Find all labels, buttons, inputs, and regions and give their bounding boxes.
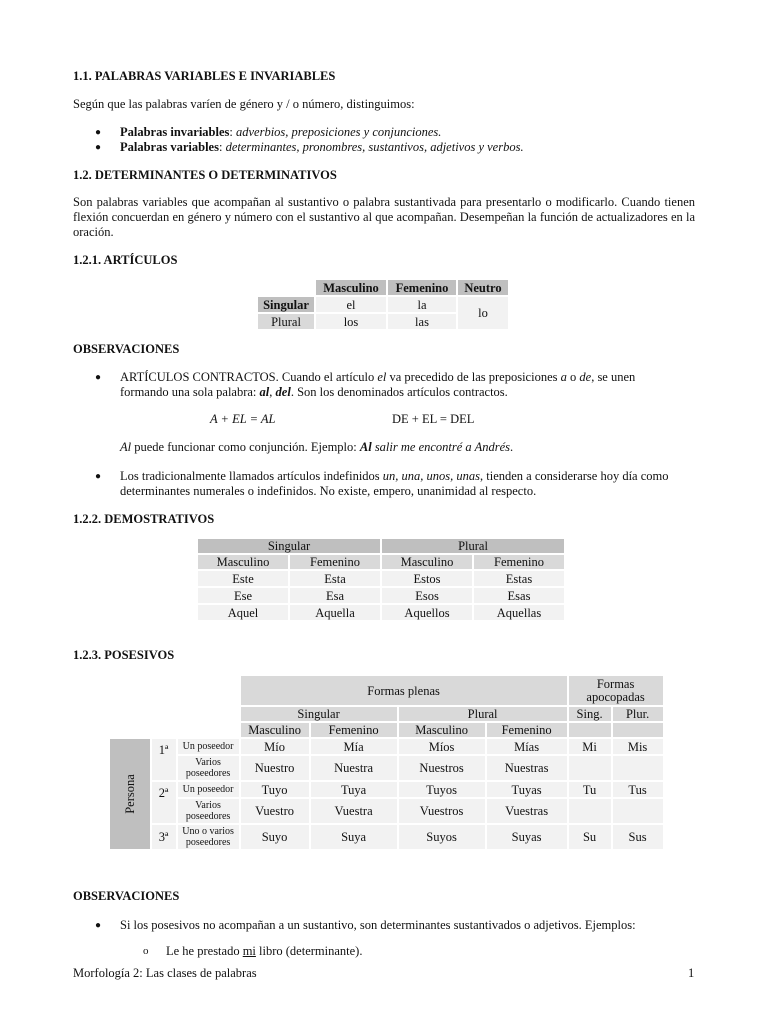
col-header: Femenino — [474, 555, 564, 569]
table-cell: Esa — [290, 588, 380, 603]
group-header: Singular — [241, 707, 397, 721]
formas-apocopadas-header: Formas apocopadas — [569, 676, 663, 705]
indefinidos-text: Los tradicionalmente llamados artículos indefinidos un, una, unos, unas, tienden a considerarse hoy día como determinantes numerales o indefinidos. No existe, empero, unanimidad al respecto. — [120, 469, 669, 498]
table-cell: Tus — [613, 782, 663, 797]
table-cell: Suyos — [399, 825, 485, 849]
table-cell: el — [316, 297, 386, 312]
table-cell: Mi — [569, 739, 611, 754]
table-cell: Mío — [241, 739, 309, 754]
poseedor-label: Varios poseedores — [178, 799, 239, 823]
col-header: Masculino — [198, 555, 288, 569]
table-cell: Esas — [474, 588, 564, 603]
table-cell: Su — [569, 825, 611, 849]
observaciones-heading: OBSERVACIONES — [73, 342, 180, 356]
persona-label: Persona — [122, 774, 137, 814]
col-header: Femenino — [388, 280, 456, 295]
empty-cell — [258, 280, 314, 295]
determinantes-paragraph: Son palabras variables que acompañan al sustantivo o palabra sustantivada para presentarlo o modificarlo. Cuando tienen flexión concuerdan en género y número con el sustantivo al que acompañan. Desempeñan la función de actualizadores en la oración. — [73, 195, 695, 239]
col-header: Femenino — [487, 723, 567, 737]
table-cell: Esta — [290, 571, 380, 586]
col-header: Femenino — [290, 555, 380, 569]
heading-1-2-3: 1.2.3. POSESIVOS — [73, 648, 175, 662]
persona-number: 1ª — [152, 739, 176, 780]
bullet-invariables: Palabras invariables: adverbios, preposiciones y conjunciones. — [120, 125, 442, 139]
intro-paragraph: Según que las palabras varíen de género y / o número, distinguimos: — [73, 97, 415, 111]
table-cell: Tu — [569, 782, 611, 797]
posesivos-note: Si los posesivos no acompañan a un sustantivo, son determinantes sustantivados o adjetivos. Ejemplos: — [120, 918, 636, 932]
table-cell: Tuyo — [241, 782, 309, 797]
table-cell: Tuyas — [487, 782, 567, 797]
formula-al: A + EL = AL — [210, 412, 276, 426]
bullet-dot: ● — [95, 920, 102, 931]
footer-title: Morfología 2: Las clases de palabras — [73, 966, 257, 980]
table-cell: Suya — [311, 825, 397, 849]
heading-1-2-1: 1.2.1. ARTÍCULOS — [73, 253, 178, 267]
empty-cell — [613, 723, 663, 737]
table-cell — [613, 799, 663, 823]
col-header: Neutro — [458, 280, 508, 295]
empty-cell — [110, 723, 239, 737]
group-header: Plural — [399, 707, 567, 721]
table-cell — [569, 756, 611, 780]
table-cell: Mías — [487, 739, 567, 754]
observaciones-heading: OBSERVACIONES — [73, 889, 180, 903]
poseedor-label: Varios poseedores — [178, 756, 239, 780]
table-cell: Vuestras — [487, 799, 567, 823]
persona-number: 2ª — [152, 782, 176, 823]
page-number: 1 — [688, 966, 695, 980]
empty-cell — [110, 707, 239, 721]
table-cell: Aquellas — [474, 605, 564, 620]
heading-1-1: 1.1. PALABRAS VARIABLES E INVARIABLES — [73, 69, 336, 83]
poseedor-label: Un poseedor — [178, 782, 239, 797]
posesivos-table — [108, 674, 665, 851]
table-cell: la — [388, 297, 456, 312]
table-cell: Esos — [382, 588, 472, 603]
bullet-label: Palabras variables — [120, 140, 219, 154]
group-header: Plural — [382, 539, 564, 553]
row-header: Plural — [258, 314, 314, 329]
table-cell: Nuestra — [311, 756, 397, 780]
bullet-text: determinantes, pronombres, sustantivos, adjetivos y verbos. — [225, 140, 524, 154]
col-header: Masculino — [241, 723, 309, 737]
bullet-dot: ● — [95, 471, 102, 482]
col-header: Plur. — [613, 707, 663, 721]
table-cell: Sus — [613, 825, 663, 849]
persona-number: 3ª — [152, 825, 176, 849]
table-cell: Vuestros — [399, 799, 485, 823]
col-header: Sing. — [569, 707, 611, 721]
heading-1-2-2: 1.2.2. DEMOSTRATIVOS — [73, 512, 215, 526]
col-header: Femenino — [311, 723, 397, 737]
empty-cell — [569, 723, 611, 737]
bullet-label: Palabras invariables — [120, 125, 230, 139]
table-cell: Aquella — [290, 605, 380, 620]
bullet-dot: ● — [95, 127, 102, 138]
bullet-variables: Palabras variables: determinantes, pronombres, sustantivos, adjetivos y verbos. — [120, 140, 524, 154]
table-cell: Este — [198, 571, 288, 586]
table-cell: Estas — [474, 571, 564, 586]
poseedor-label: Un poseedor — [178, 739, 239, 754]
table-cell — [569, 799, 611, 823]
articulos-table — [256, 278, 510, 331]
bullet-text: adverbios, preposiciones y conjunciones. — [236, 125, 442, 139]
table-cell-neutro: lo — [458, 297, 508, 329]
table-cell: Nuestras — [487, 756, 567, 780]
conjuncion-note: Al puede funcionar como conjunción. Ejemplo: Al salir me encontré a Andrés. — [120, 440, 514, 454]
table-cell: las — [388, 314, 456, 329]
demostrativos-table — [196, 537, 566, 622]
table-cell: Mía — [311, 739, 397, 754]
table-cell: Mis — [613, 739, 663, 754]
col-header: Masculino — [316, 280, 386, 295]
poseedor-label: Uno o varios poseedores — [178, 825, 239, 849]
row-header: Singular — [258, 297, 314, 312]
table-cell: los — [316, 314, 386, 329]
table-cell — [613, 756, 663, 780]
group-header: Singular — [198, 539, 380, 553]
sub-bullet-circle: o — [143, 945, 149, 957]
empty-cell — [110, 676, 239, 705]
bullet-dot: ● — [95, 372, 102, 383]
table-cell: Míos — [399, 739, 485, 754]
bullet-dot: ● — [95, 142, 102, 153]
table-cell: Nuestros — [399, 756, 485, 780]
table-cell: Aquel — [198, 605, 288, 620]
heading-1-2: 1.2. DETERMINANTES O DETERMINATIVOS — [73, 168, 337, 182]
formula-del: DE + EL = DEL — [392, 412, 475, 426]
contractos-text: ARTÍCULOS CONTRACTOS. Cuando el artículo el va precedido de las preposiciones a o de, se unen formando una sola palabra: al, del. Son los denominados artículos contractos. — [120, 370, 636, 399]
col-header: Masculino — [399, 723, 485, 737]
table-cell: Estos — [382, 571, 472, 586]
table-cell: Aquellos — [382, 605, 472, 620]
table-cell: Nuestro — [241, 756, 309, 780]
table-cell: Ese — [198, 588, 288, 603]
table-cell: Vuestra — [311, 799, 397, 823]
table-cell: Suyo — [241, 825, 309, 849]
table-cell: Vuestro — [241, 799, 309, 823]
formas-plenas-header: Formas plenas — [241, 676, 567, 705]
col-header: Masculino — [382, 555, 472, 569]
table-cell: Tuyos — [399, 782, 485, 797]
posesivos-example: Le he prestado mi libro (determinante). — [166, 944, 363, 958]
persona-label-cell — [110, 739, 150, 849]
table-cell: Tuya — [311, 782, 397, 797]
table-cell: Suyas — [487, 825, 567, 849]
